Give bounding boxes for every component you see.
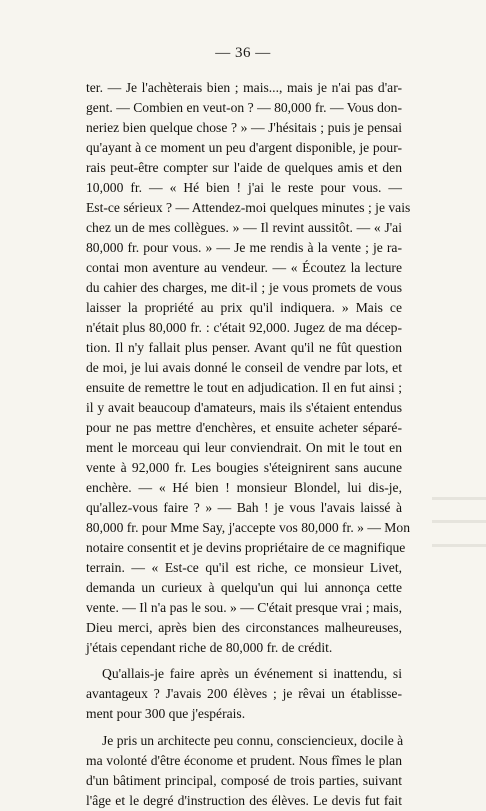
text-line: de moi, je lui avais donné le conseil de vendre par lots, et (86, 360, 402, 376)
text-line: tion. Il n'y fallait plus penser. Avant qu'il ne fût question (86, 340, 402, 356)
text-line: l'âge et le degré d'instruction des élèves. Le devis fut fait (86, 792, 402, 808)
text-line: n'était plus 80,000 fr. : c'était 92,000. Jugez de ma décep- (86, 320, 402, 336)
text-line: demanda un curieux à quelqu'un qui lui annonça cette (86, 580, 402, 596)
text-line: Dieu merci, après bien des circonstances malheureuses, (86, 620, 402, 636)
text-line: contai mon aventure au vendeur. — « Écoutez la lecture (86, 260, 402, 276)
text-line: 80,000 fr. pour vous. » — Je me rendis à la vente ; je ra- (86, 240, 402, 256)
page-number: — 36 — (215, 45, 271, 61)
text-line: ment pour 300 que j'espérais. (86, 706, 246, 722)
text-line: Je pris un architecte peu connu, consciencieux, docile à (102, 732, 404, 748)
text-line: terrain. — « Est-ce qu'il est riche, ce monsieur Livet, (86, 560, 402, 576)
show-through-mark (432, 544, 486, 547)
text-line: ma volonté d'être économe et prudent. Nous fîmes le plan (86, 752, 402, 768)
text-line: il y avait beaucoup d'amateurs, mais ils s'étaient entendus (86, 400, 402, 416)
text-line: laisser la propriété au prix qu'il indiquera. » Mais ce (86, 300, 402, 316)
text-line: Est-ce sérieux ? — Attendez-moi quelques minutes ; je vais (86, 200, 411, 216)
text-line: Qu'allais-je faire après un événement si inattendu, si (102, 666, 402, 682)
paragraph (86, 78, 411, 658)
text-line: d'un bâtiment principal, composé de trois parties, suivant (86, 772, 402, 788)
text-line: enchère. — « Hé bien ! monsieur Blondel, lui dis-je, (86, 480, 402, 496)
text-line: j'étais cependant riche de 80,000 fr. de crédit. (86, 640, 333, 656)
text-line: avantageux ? J'avais 200 élèves ; je rêvai un établisse- (86, 686, 402, 702)
show-through-mark (432, 497, 486, 500)
text-line: chez un de mes collègues. » — Il revint aussitôt. — « J'ai (86, 220, 402, 236)
text-line: qu'allez-vous faire ? » — Bah ! je vous l'avais laissé à (86, 500, 402, 516)
text-line: 10,000 fr. — « Hé bien ! j'ai le reste pour vous. — (86, 180, 402, 196)
text-line: qu'ayant à ce moment un peu d'argent disponible, je pour- (86, 140, 402, 156)
paragraph (86, 664, 402, 724)
show-through-mark (432, 520, 486, 523)
paragraph (86, 731, 402, 811)
text-line: ment le morceau qui leur conviendrait. On mit le tout en (86, 440, 402, 456)
text-line: ter. — Je l'achèterais bien ; mais..., mais je n'ai pas d'ar- (86, 80, 402, 95)
text-line: pour ne pas mettre d'enchères, et ensuite acheter séparé- (86, 420, 402, 436)
text-line: vente. — Il n'a pas le sou. » — C'était presque vrai ; mais, (86, 600, 402, 616)
text-line: rais peut-être compter sur l'aide de quelques amis et den (86, 160, 402, 176)
text-line: ensuite de remettre le tout en adjudication. Il en fut ainsi ; (86, 380, 402, 396)
text-line: notaire consentit et je devins propriétaire de ce magnifique (86, 540, 406, 556)
text-line: 80,000 fr. pour Mme Say, j'accepte vos 80,000 fr. » — Mon (86, 520, 410, 536)
text-line: vente à 92,000 fr. Les bougies s'éteignirent sans aucune (86, 460, 402, 476)
text-line: gent. — Combien en veut-on ? — 80,000 fr. — Vous don- (86, 100, 402, 116)
body-text (86, 78, 411, 811)
text-line: neriez bien quelque chose ? » — J'hésitais ; puis je pensai (86, 120, 402, 136)
text-line: du cahier des charges, me dit-il ; je vous promets de vous (86, 280, 402, 296)
